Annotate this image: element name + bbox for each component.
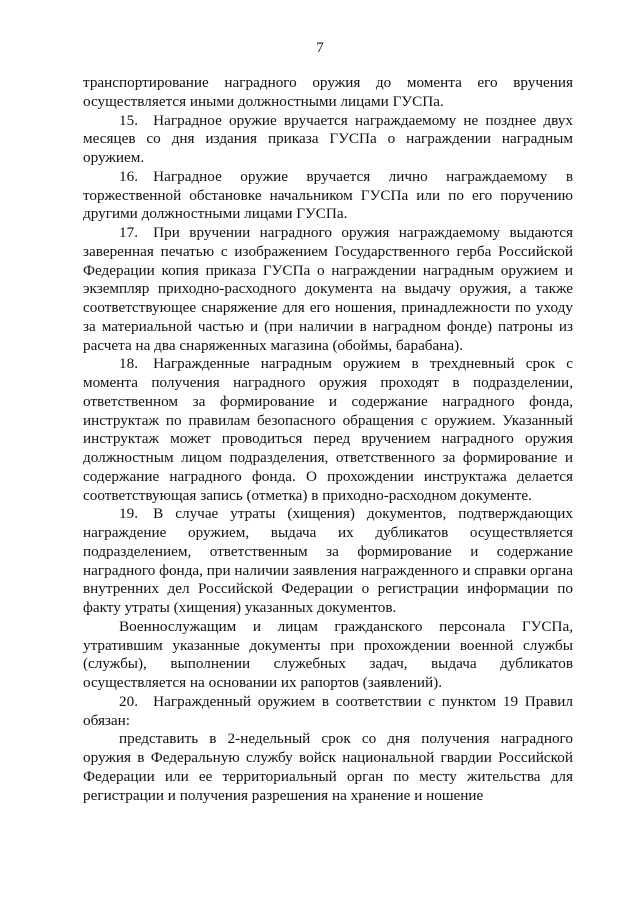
- paragraph-20: 20. Награжденный оружием в соответствии с пунктом 19 Правил обязан:: [83, 692, 573, 729]
- paragraph-19: 19. В случае утраты (хищения) документов, подтверждающих награждение оружием, выдача их дубликатов осуществляется подразделением, ответственным за формирование и содержание наградного фонда, при наличии заявления награжденного и справки органа внутренних дел Российской Федерации о регистрации информации по факту утраты (хищения) указанных документов.: [83, 505, 573, 616]
- paragraph-16: 16. Наградное оружие вручается лично награждаемому в торжественной обстановке начальником ГУСПа или по его поручению другими должностными лицами ГУСПа.: [83, 167, 573, 223]
- paragraph-15: 15. Наградное оружие вручается награждаемому не позднее двух месяцев со дня издания приказа ГУСПа о награждении наградным оружием.: [83, 111, 573, 166]
- paragraph-19-servicemen: Военнослужащим и лицам гражданского персонала ГУСПа, утратившим указанные документы при прохождении военной службы (службы), выполнении служебных задач, выдача дубликатов осуществляется на основании их рапортов (заявлений).: [83, 617, 573, 691]
- paragraph-intro: транспортирование наградного оружия до момента его вручения осуществляется иными должностными лицами ГУСПа.: [83, 74, 573, 110]
- paragraph-20-obligation: представить в 2-недельный срок со дня получения наградного оружия в Федеральную службу войск национальной гвардии Российской Федерации или ее территориальный орган по месту жительства для регистрации и получения разрешения на хранение и ношение: [83, 730, 573, 804]
- paragraph-18: 18. Награжденные наградным оружием в трехдневный срок с момента получения наградного оружия проходят в подразделении, ответственном за формирование и содержание наградного фонда, инструктаж по правилам безопасного обращения с оружием. Указанный инструктаж может проводиться перед вручением наградного оружия должностным лицом подразделения, ответственного за формирование и содержание наградного фонда. О прохождении инструктажа делается соответствующая запись (отметка) в приходно-расходном документе.: [83, 355, 573, 504]
- paragraph-17: 17. При вручении наградного оружия награждаемому выдаются заверенная печатью с изображением Государственного герба Российской Федерации копия приказа ГУСПа о награждении наградным оружием и экземпляр приходно-расходного документа на выдачу оружия, а также соответствующее снаряжение для его ношения, принадлежности по уходу за материальной частью и (при наличии в наградном фонде) патроны из расчета на два снаряженных магазина (обоймы, барабана).: [83, 224, 573, 354]
- page-number: 7: [316, 40, 324, 56]
- document-body: [83, 74, 573, 805]
